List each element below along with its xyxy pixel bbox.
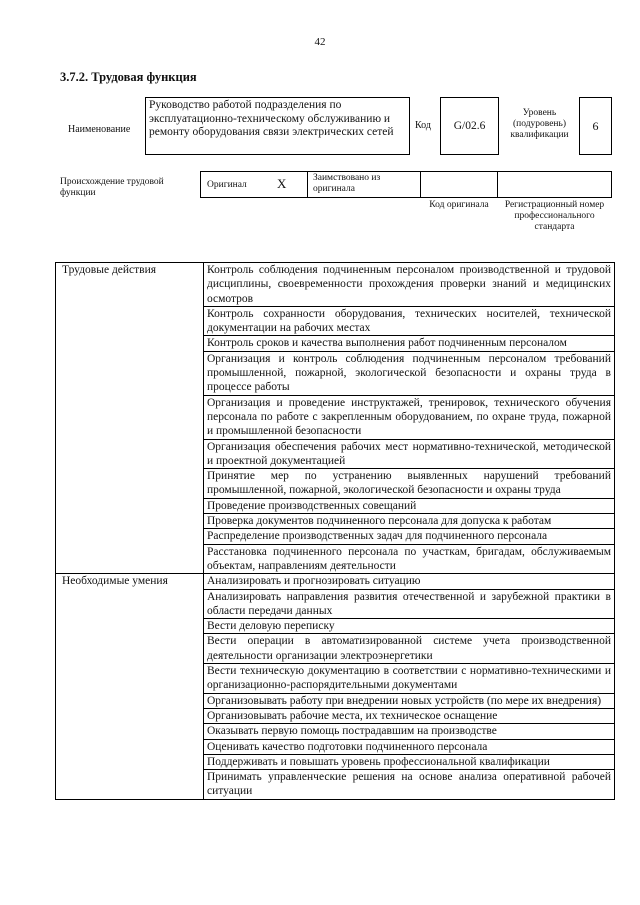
list-item: Вести деловую переписку [204, 619, 615, 634]
section-title: Трудовые действия [56, 263, 204, 574]
list-item: Организация и контроль соблюдения подчиненным персоналом требований промышленной, пожарной, экологической безопасности и охраны труда в процессе работы [204, 351, 615, 395]
level-label: Уровень (подуровень) квалификации [510, 108, 569, 140]
code-label: Код [415, 120, 431, 131]
level-value: 6 [579, 97, 612, 155]
code-original-cell [420, 171, 498, 198]
list-item: Проведение производственных совещаний [204, 498, 615, 513]
name-label: Наименование [68, 124, 131, 135]
reg-number-cell [497, 171, 612, 198]
original-label: Оригинал [207, 180, 247, 190]
section-title: Необходимые умения [56, 574, 204, 799]
list-item: Оценивать качество подготовки подчиненного персонала [204, 739, 615, 754]
list-item: Организовывать рабочие места, их техническое оснащение [204, 708, 615, 723]
page-number: 42 [314, 36, 326, 48]
section-heading: 3.7.2. Трудовая функция [60, 70, 197, 84]
table-row [56, 263, 615, 307]
list-item: Проверка документов подчиненного персонала для допуска к работам [204, 514, 615, 529]
origin-label: Происхождение трудовой функции [60, 177, 164, 198]
code-value: G/02.6 [440, 97, 499, 155]
reg-number-caption: Регистрационный номер профессионального стандарта [504, 200, 605, 232]
list-item: Контроль соблюдения подчиненным персоналом производственной и трудовой дисциплины, своевременности прохождения проверки знаний и медицинских осмотров [204, 263, 615, 307]
table-row [56, 574, 615, 589]
list-item: Организация и проведение инструктажей, тренировок, технического обучения персонала по работе с закрепленным оборудованием, по охране труда, пожарной и промышленной безопасности [204, 395, 615, 439]
list-item: Распределение производственных задач для подчиненного персонала [204, 529, 615, 544]
list-item: Принимать управленческие решения на основе анализа оперативной рабочей ситуации [204, 770, 615, 800]
borrowed-label: Заимствовано из оригинала [313, 173, 381, 194]
list-item: Контроль сроков и качества выполнения работ подчиненным персоналом [204, 336, 615, 351]
list-item: Поддерживать и повышать уровень профессиональной квалификации [204, 754, 615, 769]
labor-function-table [55, 262, 615, 800]
list-item: Оказывать первую помощь пострадавшим на производстве [204, 724, 615, 739]
code-original-caption: Код оригинала [429, 200, 489, 210]
list-item: Вести техническую документацию в соответствии с нормативно-техническими и организационно-распорядительными документами [204, 664, 615, 694]
list-item: Анализировать направления развития отечественной и зарубежной практики в области передачи данных [204, 589, 615, 619]
list-item: Вести операции в автоматизированной системе учета производственной деятельности организации электроэнергетики [204, 634, 615, 664]
list-item: Принятие мер по устранению выявленных нарушений требований промышленной, пожарной, экологической безопасности и охраны труда [204, 469, 615, 499]
list-item: Расстановка подчиненного персонала по участкам, бригадам, обслуживаемым объектам, направлениям деятельности [204, 544, 615, 574]
list-item: Анализировать и прогнозировать ситуацию [204, 574, 615, 589]
list-item: Организовывать работу при внедрении новых устройств (по мере их внедрения) [204, 693, 615, 708]
original-mark: X [277, 176, 287, 191]
function-name: Руководство работой подразделения по эксплуатационно-техническому обслуживанию и ремонту оборудования связи электрических сетей [149, 99, 394, 138]
list-item: Контроль сохранности оборудования, технических носителей, технической документации на рабочих местах [204, 306, 615, 336]
function-name-box [145, 97, 410, 155]
list-item: Организация обеспечения рабочих мест нормативно-технической, методической и проектной документацией [204, 439, 615, 469]
